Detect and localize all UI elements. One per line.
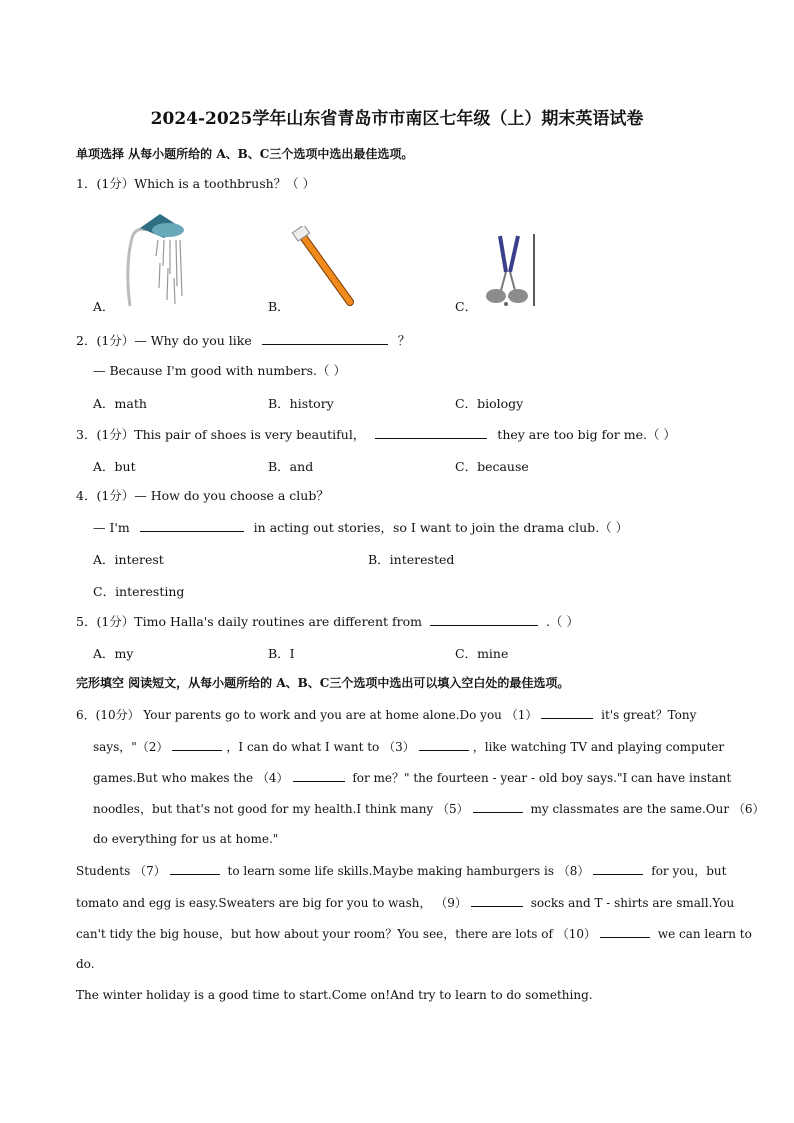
q6-blank-3[interactable] <box>419 738 469 751</box>
shower-head-icon[interactable] <box>120 208 190 308</box>
q6-line-5: do everything for us at home." <box>93 832 279 846</box>
q1-option-c[interactable]: C． <box>455 299 478 314</box>
q3-option-c[interactable]: C．because <box>455 459 529 474</box>
q6-text: my classmates are the same.Our （6） <box>526 802 765 816</box>
q6-line-4 <box>93 800 765 817</box>
q1-option-a[interactable]: A． <box>93 299 115 314</box>
question-4-response <box>93 519 628 536</box>
q3-stem-end: they are too big for me.（ ） <box>497 427 676 442</box>
q6-text: games.But who makes the （4） <box>93 771 289 785</box>
q2-stem-text: 2．(1分）— Why do you like <box>76 333 252 348</box>
q5-option-c[interactable]: C．mine <box>455 646 509 661</box>
q5-option-b[interactable]: B．I <box>268 646 295 661</box>
q4-response-text: — I'm <box>93 520 130 535</box>
q2-answer-blank[interactable] <box>262 332 388 345</box>
q6-text: for me？" the fourteen - year - old boy says."I can have instant <box>348 771 732 785</box>
q6-text: can't tidy the big house，but how about your room？You see，there are lots of （10） <box>76 927 596 941</box>
section-header-single-choice: 单项选择 从每小题所给的 A、B、C三个选项中选出最佳选项。 <box>76 147 414 161</box>
q6-text: we can learn to <box>654 927 752 941</box>
question-1-stem: 1．(1分）Which is a toothbrush？（ ） <box>76 176 316 191</box>
q6-text: ，I can do what I want to （3） <box>226 740 415 754</box>
q6-line-9: do. <box>76 957 95 971</box>
question-4-stem: 4．(1分）— How do you choose a club？ <box>76 488 329 503</box>
q2-stem-end: ？ <box>397 333 411 348</box>
question-2-stem <box>76 332 410 349</box>
q4-option-a[interactable]: A．interest <box>93 552 164 567</box>
q5-answer-blank[interactable] <box>430 613 538 626</box>
q3-answer-blank[interactable] <box>375 426 487 439</box>
q6-line-6 <box>76 862 726 879</box>
q3-stem-text: 3．(1分）This pair of shoes is very beautiful， <box>76 427 366 442</box>
q6-text: to learn some life skills.Maybe making hamburgers is （8） <box>223 864 590 878</box>
q5-stem-text: 5．(1分）Timo Halla's daily routines are different from <box>76 614 422 629</box>
q6-text: tomato and egg is easy.Sweaters are big for you to wash， （9） <box>76 896 467 910</box>
q4-option-b[interactable]: B．interested <box>368 552 455 567</box>
page-title: 2024-2025学年山东省青岛市市南区七年级（上）期末英语试卷 <box>150 109 644 129</box>
question-2-response: — Because I'm good with numbers.（ ） <box>93 363 347 378</box>
q6-line-3 <box>93 769 731 786</box>
q4-answer-blank[interactable] <box>140 519 244 532</box>
q6-blank-9[interactable] <box>471 894 523 907</box>
q6-blank-8[interactable] <box>593 862 643 875</box>
q6-line-1 <box>76 706 696 723</box>
q6-text: noodles，but that's not good for my health.I think many （5） <box>93 802 469 816</box>
q2-option-a[interactable]: A．math <box>93 396 147 411</box>
question-5-stem <box>76 613 579 630</box>
q4-option-c[interactable]: C．interesting <box>93 584 185 599</box>
section-header-cloze: 完形填空 阅读短文，从每小题所给的 A、B、C三个选项中选出可以填入空白处的最佳选项。 <box>76 676 570 690</box>
q6-blank-1[interactable] <box>541 706 593 719</box>
q3-option-b[interactable]: B．and <box>268 459 314 474</box>
q6-line-2 <box>93 738 724 755</box>
q5-stem-end: .（ ） <box>545 614 579 629</box>
q6-line-7 <box>76 894 734 911</box>
q6-text: 6．(10分） Your parents go to work and you are at home alone.Do you （1） <box>76 708 538 722</box>
q4-response-end: in acting out stories，so I want to join the drama club.（ ） <box>253 520 629 535</box>
toothbrush-icon[interactable] <box>290 226 360 308</box>
q1-option-b[interactable]: B． <box>268 299 290 314</box>
q3-option-a[interactable]: A．but <box>93 459 136 474</box>
q6-text: Students （7） <box>76 864 166 878</box>
q6-blank-7[interactable] <box>170 862 220 875</box>
q6-blank-2[interactable] <box>172 738 222 751</box>
q6-text: socks and T - shirts are small.You <box>526 896 735 910</box>
q6-text: says，"（2） <box>93 740 169 754</box>
q2-option-c[interactable]: C．biology <box>455 396 524 411</box>
q5-option-a[interactable]: A．my <box>93 646 134 661</box>
q2-option-b[interactable]: B．history <box>268 396 334 411</box>
q6-text: for you，but <box>647 864 727 878</box>
q6-text: ，like watching TV and playing computer <box>472 740 725 754</box>
q6-line-8 <box>76 925 752 942</box>
q6-blank-4[interactable] <box>293 769 345 782</box>
q6-text: it's great？Tony <box>597 708 697 722</box>
q6-blank-5[interactable] <box>473 800 523 813</box>
question-3-stem <box>76 426 676 443</box>
golf-clubs-icon[interactable] <box>478 232 538 308</box>
q6-line-10: The winter holiday is a good time to start.Come on!And try to learn to do something. <box>76 988 593 1002</box>
q6-blank-10[interactable] <box>600 925 650 938</box>
